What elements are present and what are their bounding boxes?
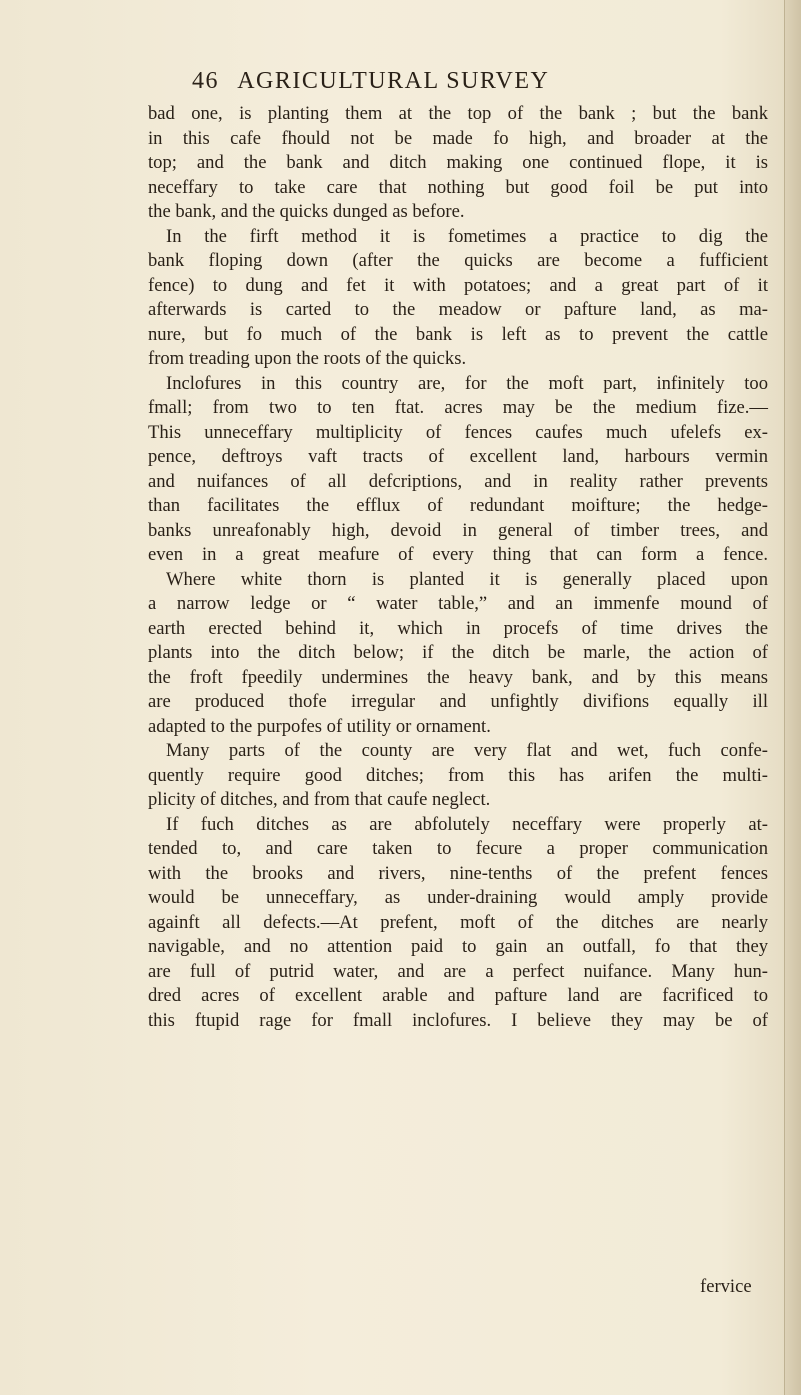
text-line: againft all defects.—At prefent, moft of the ditches are nearly: [148, 911, 768, 933]
text-line: fence) to dung and fet it with potatoes; and a great part of it: [148, 274, 768, 296]
body-text: [148, 102, 768, 1033]
text-line: adapted to the purpofes of utility or ornament.: [148, 715, 491, 737]
text-line: plants into the ditch below; if the ditch be marle, the action of: [148, 642, 768, 663]
text-line: with the brooks and rivers, nine-tenths of the prefent fences: [148, 862, 768, 884]
text-line: nure, but fo much of the bank is left as to prevent the cattle: [148, 323, 768, 345]
text-line: from treading upon the roots of the quicks.: [148, 348, 467, 369]
text-line: earth erected behind it, which in procefs of time drives the: [148, 617, 768, 639]
text-line: In the firft method it is fometimes a practice to dig the: [166, 225, 768, 247]
text-line: are full of putrid water, and are a perfect nuifance. Many hun-: [148, 960, 768, 982]
text-line: fmall; from two to ten ftat. acres may be the medium fize.—: [148, 397, 768, 418]
text-line: would be unneceffary, as under-draining would amply provide: [148, 887, 768, 908]
text-line: than facilitates the efflux of redundant moifture; the hedge-: [148, 495, 768, 516]
text-line: Where white thorn is planted it is generally placed upon: [166, 568, 768, 590]
text-line: afterwards is carted to the meadow or pafture land, as ma-: [148, 299, 768, 320]
text-line: are produced thofe irregular and unfightly divifions equally ill: [148, 691, 768, 712]
text-line: navigable, and no attention paid to gain an outfall, fo that they: [148, 936, 768, 957]
catchword: fervice: [700, 1276, 752, 1297]
text-line: If fuch ditches as are abfolutely neceffary were properly at-: [166, 813, 768, 835]
text-line: the bank, and the quicks dunged as before.: [148, 201, 465, 222]
text-line: plicity of ditches, and from that caufe neglect.: [148, 789, 491, 810]
text-line: tended to, and care taken to fecure a proper communication: [148, 838, 768, 859]
text-line: a narrow ledge or “ water table,” and an immenfe mound of: [148, 593, 768, 614]
text-line: banks unreafonably high, devoid in general of timber trees, and: [148, 519, 768, 541]
text-line: bad one, is planting them at the top of the bank ; but the bank: [148, 103, 768, 124]
page-edge: [784, 0, 801, 1395]
text-line: pence, deftroys vaft tracts of excellent land, harbours vermin: [148, 446, 768, 467]
text-line: This unneceffary multiplicity of fences caufes much ufelefs ex-: [148, 421, 768, 443]
running-title: AGRICULTURAL SURVEY: [237, 68, 550, 94]
text-line: top; and the bank and ditch making one continued flope, it is: [148, 152, 768, 173]
running-header: [192, 68, 549, 95]
text-line: Many parts of the county are very flat and wet, fuch confe-: [166, 740, 768, 761]
text-line: bank floping down (after the quicks are become a fufficient: [148, 250, 768, 271]
text-line: in this cafe fhould not be made fo high, and broader at the: [148, 127, 768, 149]
text-line: quently require good ditches; from this has arifen the multi-: [148, 764, 768, 786]
text-line: this ftupid rage for fmall inclofures. I believe they may be of: [148, 1009, 768, 1031]
text-line: Inclofures in this country are, for the moft part, infinitely too: [166, 372, 768, 394]
text-line: even in a great meafure of every thing that can form a fence.: [148, 544, 768, 565]
page-number: 46: [192, 68, 219, 94]
text-line: neceffary to take care that nothing but good foil be put into: [148, 176, 768, 198]
text-line: and nuifances of all defcriptions, and in reality rather prevents: [148, 470, 768, 492]
text-line: dred acres of excellent arable and pafture land are facrificed to: [148, 985, 768, 1006]
text-line: the froft fpeedily undermines the heavy bank, and by this means: [148, 666, 768, 688]
